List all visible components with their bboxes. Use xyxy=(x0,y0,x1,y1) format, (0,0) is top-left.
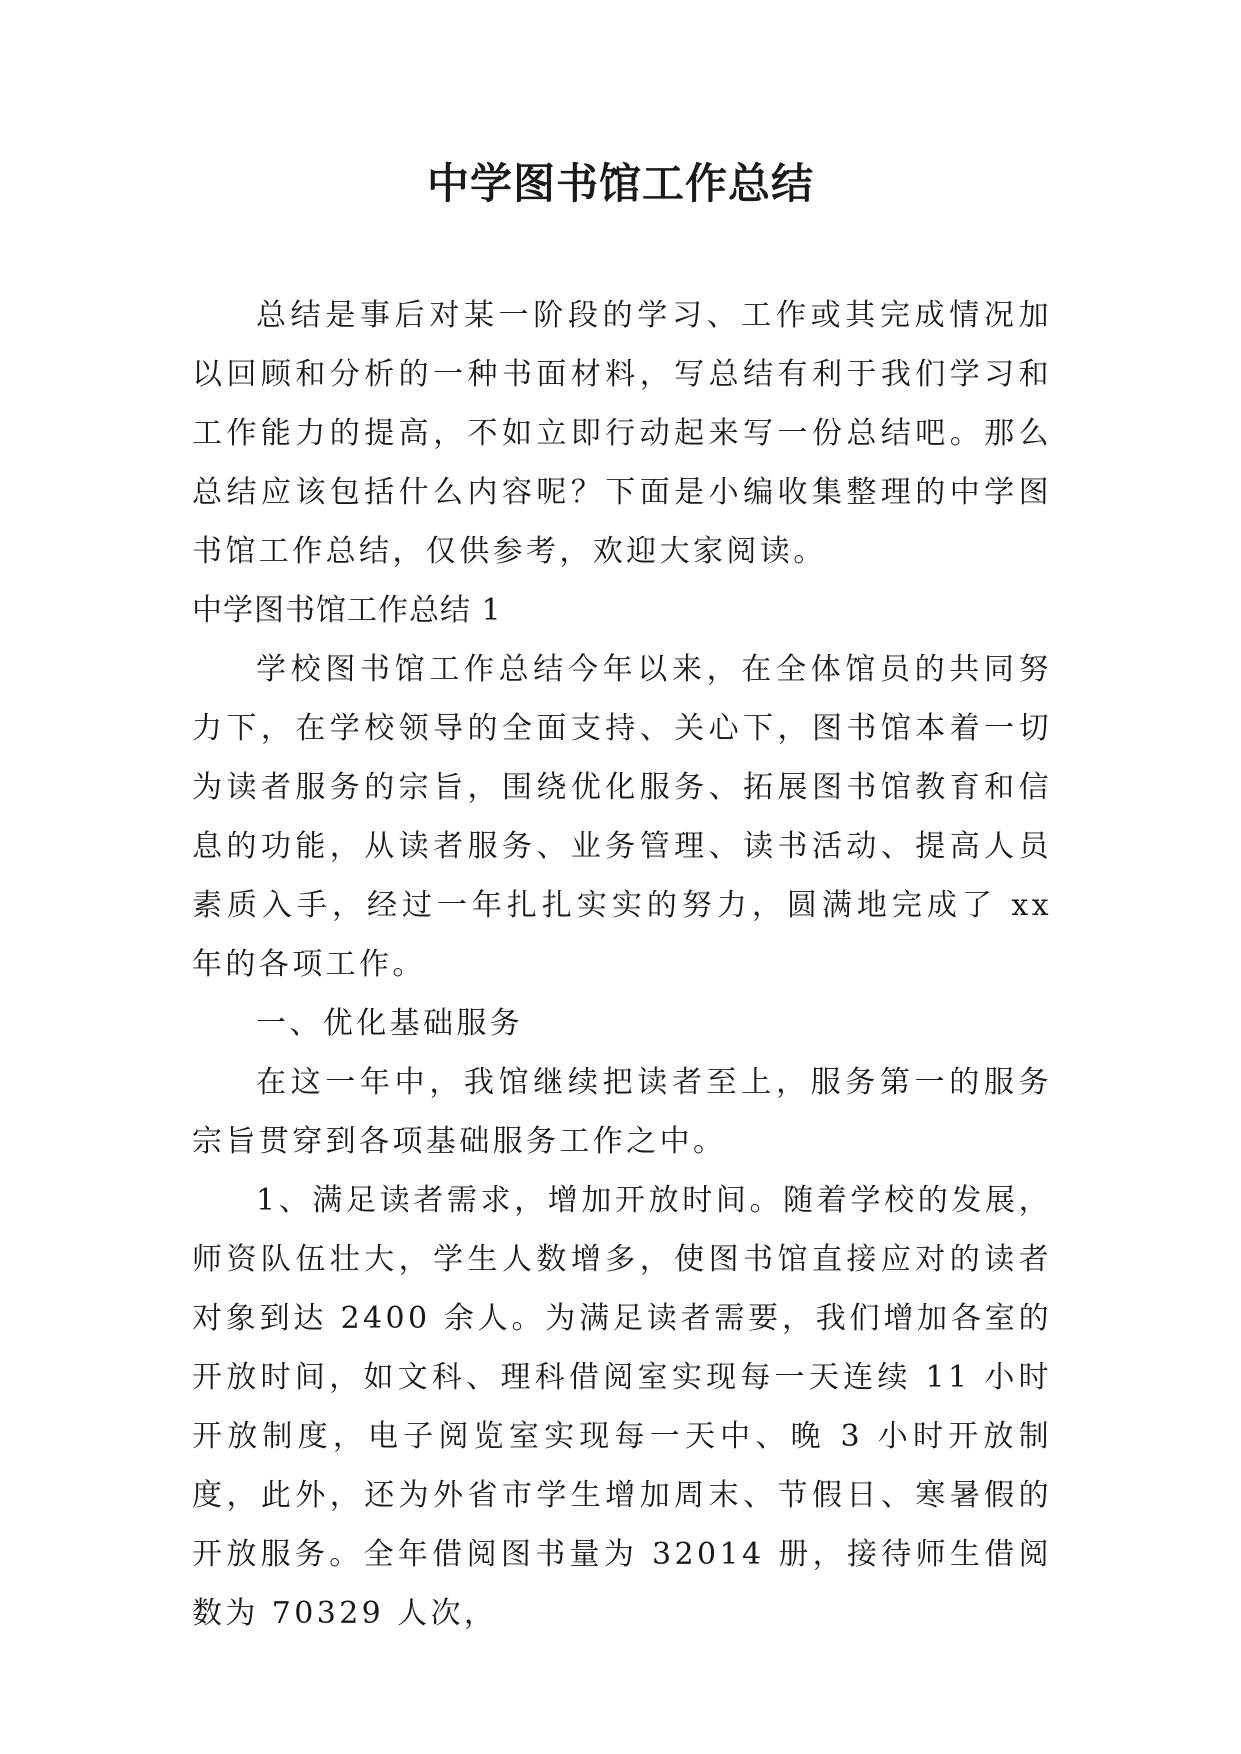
section-heading: 中学图书馆工作总结 1 xyxy=(192,593,502,628)
body-paragraph: 1、满足读者需求，增加开放时间。随着学校的发展，师资队伍壮大，学生人数增多，使图书馆直接应对的读者对象到达 2400 余人。为满足读者需要，我们增加各室的开放时间，如文科、理科借阅室实现每一天连续 11 小时开放制度，电子阅览室实现每一天中、晚 3 小时开放制度，此外，还为外省市学生增加周末、节假日、寒暑假的开放服务。全年借阅图书量为 32014 册，接待师生借阅数为 70329 人次， xyxy=(192,1183,1052,1631)
intro-paragraph: 总结是事后对某一阶段的学习、工作或其完成情况加以回顾和分析的一种书面材料，写总结有利于我们学习和工作能力的提高，不如立即行动起来写一份总结吧。那么总结应该包括什么内容呢？下面是小编收集整理的中学图书馆工作总结，仅供参考，欢迎大家阅读。 xyxy=(192,298,1052,569)
document-title: 中学图书馆工作总结 xyxy=(426,159,814,208)
body-paragraph: 在这一年中，我馆继续把读者至上，服务第一的服务宗旨贯穿到各项基础服务工作之中。 xyxy=(192,1065,1052,1159)
subheading-paragraph: 一、优化基础服务 xyxy=(256,1006,524,1041)
body-paragraph: 学校图书馆工作总结今年以来，在全体馆员的共同努力下，在学校领导的全面支持、关心下，图书馆本着一切为读者服务的宗旨，围绕优化服务、拓展图书馆教育和信息的功能，从读者服务、业务管理、读书活动、提高人员素质入手，经过一年扎扎实实的努力，圆满地完成了 xx 年的各项工作。 xyxy=(192,652,1052,982)
document-body xyxy=(192,286,1052,1643)
